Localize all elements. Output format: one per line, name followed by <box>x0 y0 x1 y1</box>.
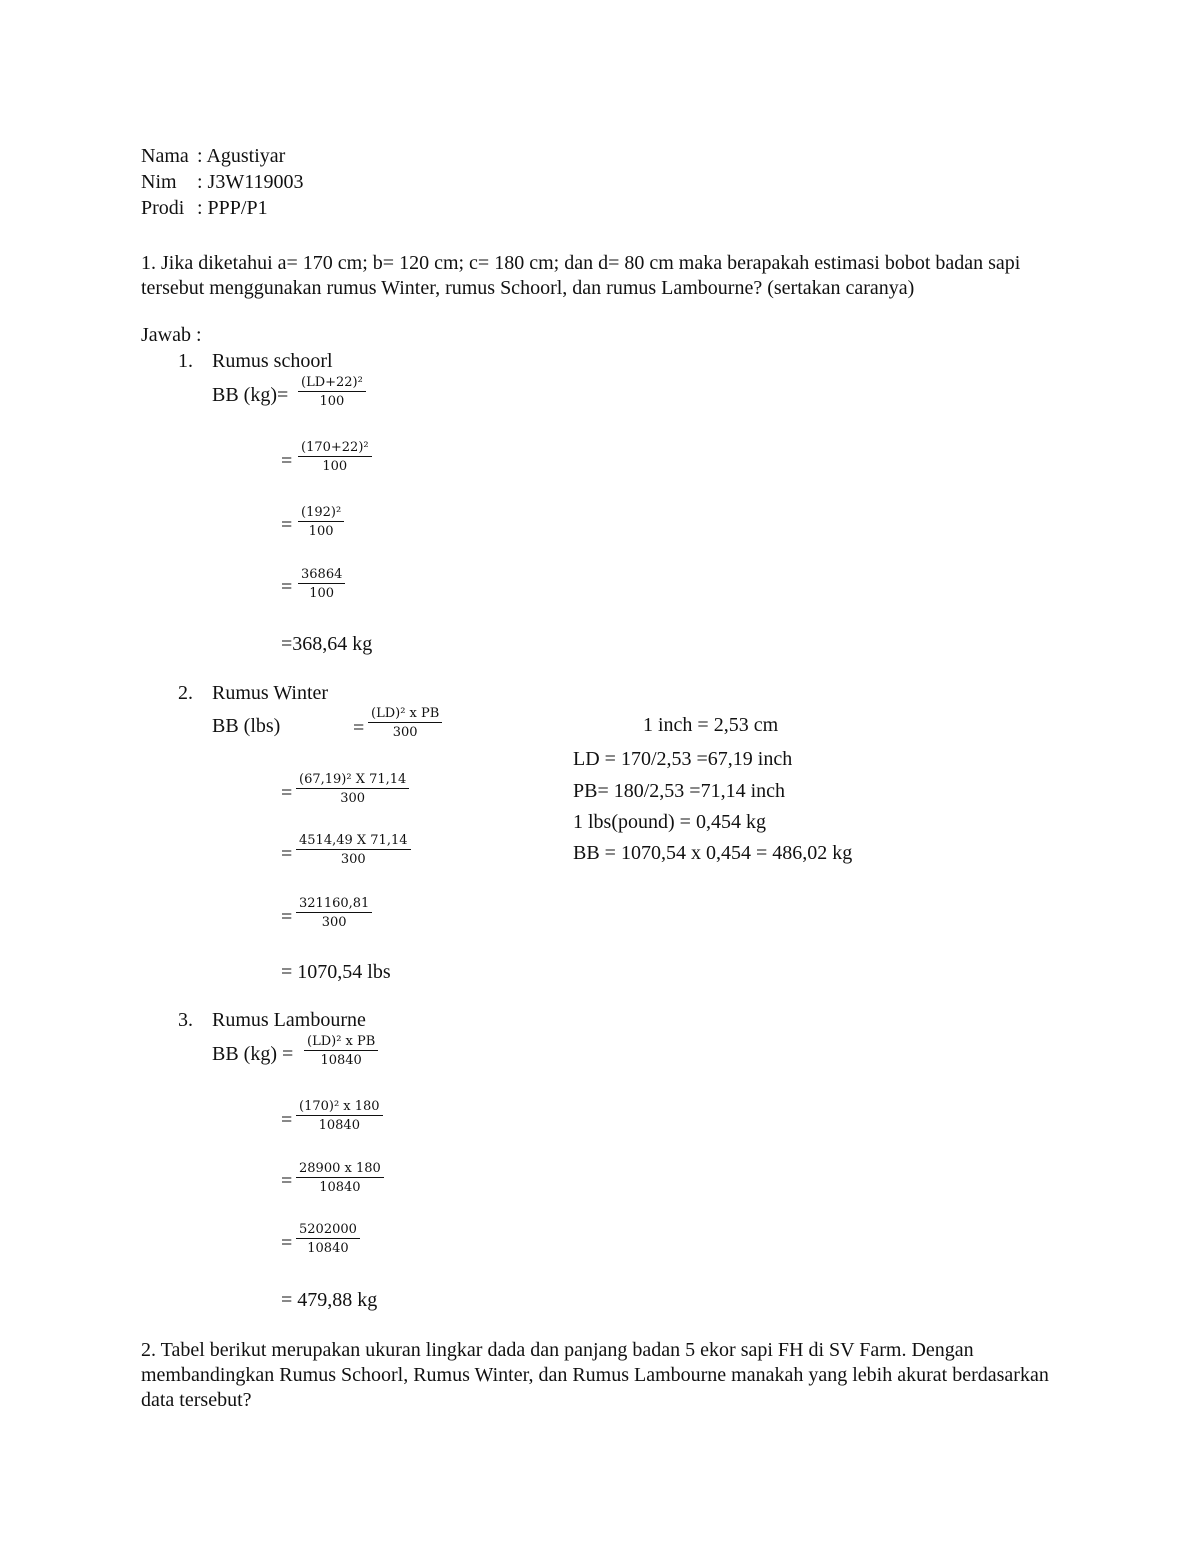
lambourne-fraction-3 <box>296 1162 384 1194</box>
nim-value: : J3W119003 <box>197 171 304 193</box>
schoorl-lhs: BB (kg)= <box>212 384 289 406</box>
fraction-numerator: (LD)² x PB <box>304 1035 378 1051</box>
winter-note-inch: 1 inch = 2,53 cm <box>643 714 779 736</box>
winter-lhs: BB (lbs) <box>212 715 281 737</box>
fraction-denominator: 300 <box>392 725 418 740</box>
nama-value: : Agustiyar <box>197 145 286 167</box>
fraction-denominator: 10840 <box>319 1180 361 1195</box>
lambourne-fraction-2 <box>296 1100 383 1132</box>
fraction-numerator: 28900 x 180 <box>296 1162 384 1178</box>
schoorl-result: =368,64 kg <box>281 633 373 655</box>
fraction-numerator: 321160,81 <box>296 897 372 913</box>
nim-label: Nim <box>141 171 177 193</box>
equals-sign: = <box>281 906 293 928</box>
equals-sign: = <box>281 1109 293 1131</box>
prodi-label: Prodi <box>141 197 185 219</box>
fraction-denominator: 300 <box>340 791 366 806</box>
fraction-numerator: 4514,49 X 71,14 <box>296 834 411 850</box>
schoorl-number: 1. <box>178 350 193 372</box>
fraction-denominator: 100 <box>319 394 345 409</box>
answer-label: Jawab : <box>141 324 202 346</box>
lambourne-title: Rumus Lambourne <box>212 1009 366 1031</box>
fraction-numerator: (67,19)² X 71,14 <box>296 773 409 789</box>
winter-number: 2. <box>178 682 193 704</box>
schoorl-fraction-3 <box>298 506 344 538</box>
winter-fraction-3 <box>296 834 411 866</box>
prodi-value: : PPP/P1 <box>197 197 268 219</box>
fraction-denominator: 100 <box>309 586 335 601</box>
winter-result: = 1070,54 lbs <box>281 961 391 983</box>
lambourne-number: 3. <box>178 1009 193 1031</box>
equals-sign: = <box>281 514 293 536</box>
question-1: 1. Jika diketahui a= 170 cm; b= 120 cm; c= 180 cm; dan d= 80 cm maka berapakah estimasi bobot badan sapi tersebut menggunakan rumus Winter, rumus Schoorl, dan rumus Lambourne? (sertakan caranya) <box>141 252 1021 299</box>
lambourne-lhs: BB (kg) = <box>212 1043 294 1065</box>
fraction-denominator: 300 <box>340 852 366 867</box>
fraction-denominator: 10840 <box>318 1118 360 1133</box>
header-prodi <box>141 197 268 220</box>
schoorl-fraction-2 <box>298 441 372 473</box>
equals-sign: = <box>281 450 293 472</box>
winter-note-lbs: 1 lbs(pound) = 0,454 kg <box>573 811 766 833</box>
equals-sign: = <box>281 843 293 865</box>
fraction-numerator: (LD+22)² <box>298 376 366 392</box>
equals-sign: = <box>281 576 293 598</box>
header-nim <box>141 171 303 194</box>
nama-label: Nama <box>141 145 189 167</box>
winter-fraction-4 <box>296 897 372 929</box>
header-nama <box>141 145 285 168</box>
schoorl-title: Rumus schoorl <box>212 350 333 372</box>
fraction-numerator: 5202000 <box>296 1223 360 1239</box>
fraction-numerator: (170)² x 180 <box>296 1100 383 1116</box>
winter-note-bb: BB = 1070,54 x 0,454 = 486,02 kg <box>573 842 853 864</box>
fraction-denominator: 100 <box>322 459 348 474</box>
equals-sign: = <box>281 1232 293 1254</box>
equals-sign: = <box>281 1170 293 1192</box>
schoorl-fraction-1 <box>298 376 366 408</box>
fraction-numerator: (192)² <box>298 506 344 522</box>
winter-note-pb: PB= 180/2,53 =71,14 inch <box>573 780 786 802</box>
winter-fraction-1 <box>368 707 442 739</box>
question-2: 2. Tabel berikut merupakan ukuran lingkar dada dan panjang badan 5 ekor sapi FH di SV Farm. Dengan membandingkan Rumus Schoorl, Rumus Winter, dan Rumus Lambourne manakah yang lebih akurat berdasarkan data tersebut? <box>141 1339 1049 1411</box>
schoorl-fraction-4 <box>298 568 345 600</box>
lambourne-fraction-4 <box>296 1223 360 1255</box>
fraction-denominator: 300 <box>321 915 347 930</box>
equals-sign: = <box>353 717 365 739</box>
equals-sign: = <box>281 782 293 804</box>
fraction-numerator: (LD)² x PB <box>368 707 442 723</box>
fraction-numerator: (170+22)² <box>298 441 372 457</box>
fraction-numerator: 36864 <box>298 568 345 584</box>
lambourne-fraction-1 <box>304 1035 378 1067</box>
lambourne-result: = 479,88 kg <box>281 1289 378 1311</box>
fraction-denominator: 10840 <box>307 1241 349 1256</box>
winter-title: Rumus Winter <box>212 682 329 704</box>
winter-fraction-2 <box>296 773 409 805</box>
fraction-denominator: 100 <box>308 524 334 539</box>
winter-note-ld: LD = 170/2,53 =67,19 inch <box>573 748 793 770</box>
fraction-denominator: 10840 <box>320 1053 362 1068</box>
